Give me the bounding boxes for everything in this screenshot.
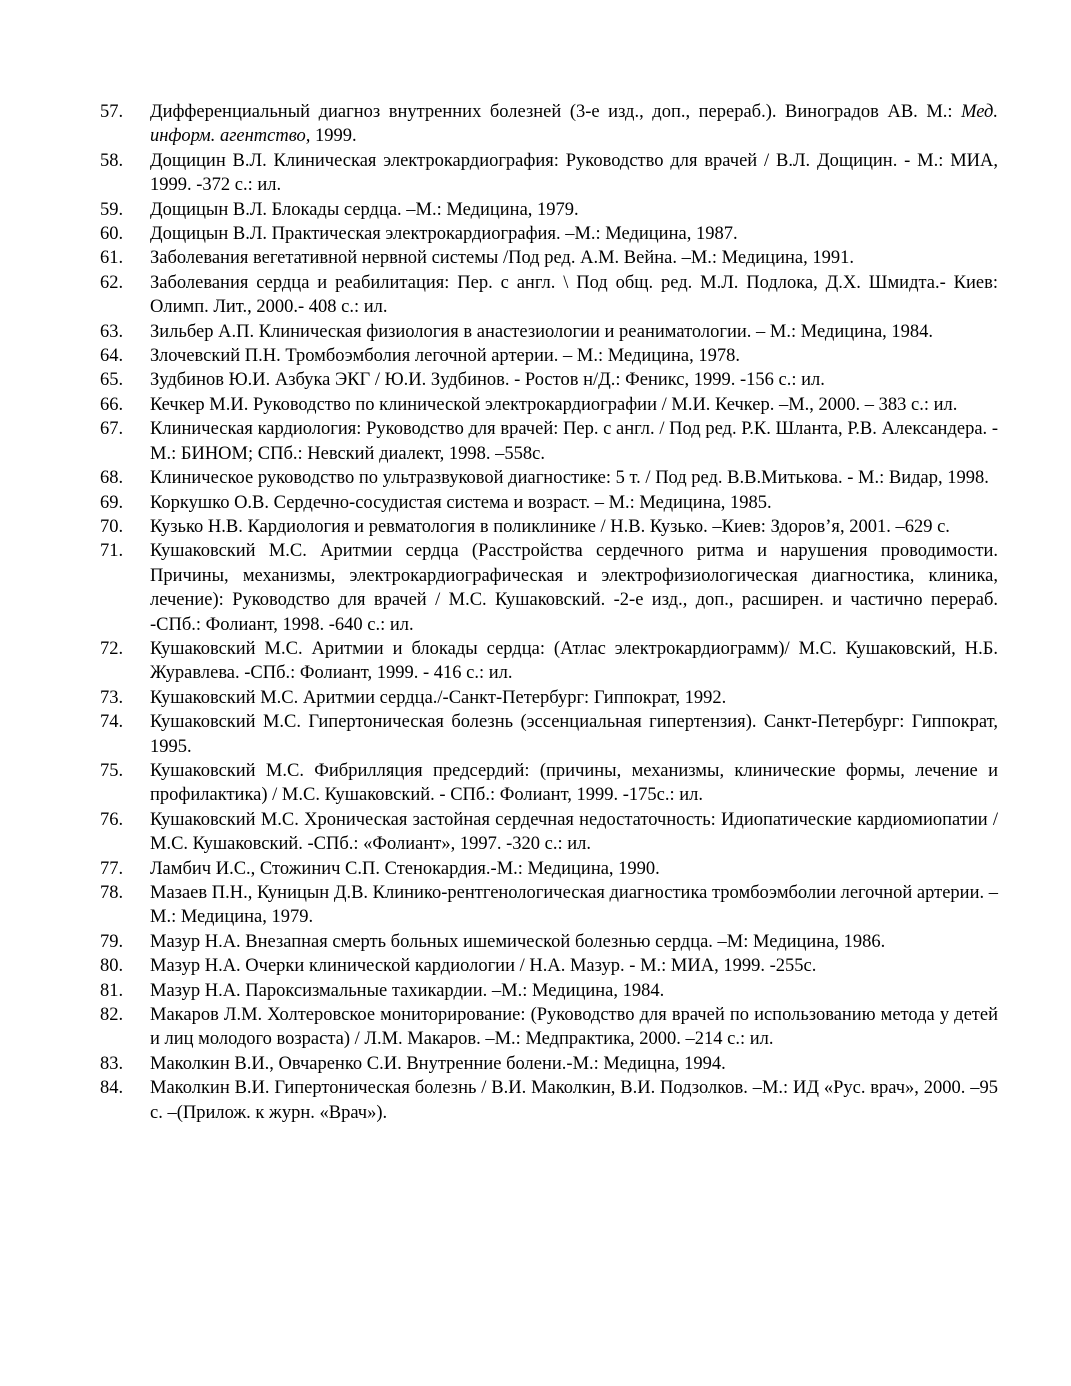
reference-number: 76.: [100, 809, 124, 830]
reference-text-segment: Зудбинов Ю.И. Азбука ЭКГ / Ю.И. Зудбинов. - Ростов н/Д.: Феникс, 1999. -156 с.: ил.: [150, 370, 825, 391]
reference-number: 70.: [100, 516, 124, 537]
reference-text-segment: Кечкер М.И. Руководство по клинической электрокардиографии / М.И. Кечкер. –М., 2000. – 383 с.: ил.: [150, 394, 958, 415]
reference-text: [150, 320, 998, 344]
reference-number: 81.: [100, 980, 124, 1001]
reference-item: [100, 222, 998, 246]
reference-text-segment: Заболевания сердца и реабилитация: Пер. с англ. \ Под общ. ред. М.Л. Подлока, Д.Х. Шмидта.- Киев: Олимп. Лит., 2000.- 408 с.: ил.: [150, 272, 998, 318]
reference-text: [150, 930, 998, 954]
reference-item: [100, 466, 998, 490]
reference-text: [150, 246, 998, 270]
reference-number: 77.: [100, 858, 124, 879]
reference-text-segment: Заболевания вегетативной нервной системы /Под ред. А.М. Вейна. –М.: Медицина, 1991.: [150, 248, 854, 269]
reference-item: [100, 881, 998, 930]
reference-number: 82.: [100, 1005, 124, 1026]
reference-item: [100, 686, 998, 710]
reference-text-segment: Ламбич И.С., Стожинич С.П. Стенокардия.-М.: Медицина, 1990.: [150, 858, 660, 879]
reference-item: [100, 344, 998, 368]
reference-italic-segment: Мед. информ. агентство,: [150, 102, 998, 147]
reference-number: 84.: [100, 1078, 124, 1099]
reference-text: [150, 368, 998, 392]
reference-item: [100, 271, 998, 320]
reference-text: [150, 417, 998, 466]
reference-text: [150, 1076, 998, 1125]
reference-item: [100, 759, 998, 808]
reference-text-segment: Мазур Н.А. Пароксизмальные тахикардии. –М.: Медицина, 1984.: [150, 980, 665, 1001]
reference-text: [150, 149, 998, 198]
reference-text-segment: Кушаковский М.С. Аритмии сердца./-Санкт-Петербург: Гиппократ, 1992.: [150, 687, 727, 708]
reference-text: [150, 808, 998, 857]
reference-text-segment: Кушаковский М.С. Аритмии сердца (Расстройства сердечного ритма и нарушения проводимости. Причины, механизмы, электрокардиографическая и электрофизиологическая диагностика, клиника, лечение): Руководство для врачей / М.С. Кушаковский. -2-е изд., доп., расширен. и частично перераб. -СПб.: Фолиант, 1998. -640 с.: ил.: [150, 541, 998, 635]
reference-item: [100, 1076, 998, 1125]
reference-number: 61.: [100, 248, 124, 269]
reference-text-segment: Клиническое руководство по ультразвуковой диагностике: 5 т. / Под ред. В.В.Митькова. - М.: Видар, 1998.: [150, 468, 989, 489]
reference-number: 67.: [100, 419, 124, 440]
reference-text: [150, 491, 998, 515]
reference-text-segment: Дощицын В.Л. Практическая электрокардиография. –М.: Медицина, 1987.: [150, 224, 738, 245]
reference-item: [100, 491, 998, 515]
reference-text: [150, 100, 998, 149]
reference-number: 57.: [100, 102, 124, 122]
reference-item: [100, 637, 998, 686]
reference-item: [100, 368, 998, 392]
reference-text: [150, 393, 998, 417]
reference-text: [150, 857, 998, 881]
reference-number: 60.: [100, 224, 124, 245]
reference-item: [100, 1003, 998, 1052]
reference-text: [150, 1052, 998, 1076]
reference-number: 64.: [100, 346, 124, 367]
reference-text: [150, 881, 998, 930]
reference-text: [150, 198, 998, 222]
reference-text: [150, 1003, 998, 1052]
reference-number: 72.: [100, 638, 124, 659]
reference-item: [100, 100, 998, 149]
reference-text: [150, 271, 998, 320]
reference-item: [100, 808, 998, 857]
reference-text-segment: Коркушко О.В. Сердечно-сосудистая система и возраст. – М.: Медицина, 1985.: [150, 492, 772, 513]
reference-text-segment: Дощицин В.Л. Клиническая электрокардиография: Руководство для врачей / В.Л. Дощицин. - М.: МИА, 1999. -372 с.: ил.: [150, 150, 998, 196]
reference-item: [100, 198, 998, 222]
reference-text-segment: Макаров Л.М. Холтеровское мониторирование: (Руководство для врачей по использованию метода у детей и лиц молодого возраста) / Л.М. Макаров. –М.: Медпрактика, 2000. –214 с.: ил.: [150, 1005, 998, 1050]
reference-text: [150, 759, 998, 808]
reference-number: 66.: [100, 394, 124, 415]
reference-number: 68.: [100, 468, 124, 489]
reference-text: [150, 710, 998, 759]
reference-number: 71.: [100, 541, 124, 562]
reference-text-segment: Кушаковский М.С. Фибрилляция предсердий: (причины, механизмы, клинические формы, лечение и профилактика) / М.С. Кушаковский. - СПб.: Фолиант, 1999. -175с.: ил.: [150, 760, 998, 806]
reference-item: [100, 857, 998, 881]
reference-text-segment: Маколкин В.И. Гипертоническая болезнь / В.И. Маколкин, В.И. Подзолков. –М.: ИД «Рус. врач», 2000. –95 с. –(Прилож. к журн. «Врач»).: [150, 1078, 998, 1123]
reference-item: [100, 1052, 998, 1076]
reference-text-segment: Клиническая кардиология: Руководство для врачей: Пер. с англ. / Под ред. Р.К. Шланта, Р.В. Александера. - М.: БИНОМ; СПб.: Невский диалект, 1998. –558с.: [150, 419, 998, 464]
reference-number: 65.: [100, 370, 124, 391]
reference-list: [100, 100, 998, 1125]
reference-item: [100, 417, 998, 466]
reference-number: 74.: [100, 712, 124, 733]
reference-number: 80.: [100, 956, 124, 977]
reference-item: [100, 246, 998, 270]
reference-text: [150, 344, 998, 368]
reference-text: [150, 466, 998, 490]
reference-item: [100, 149, 998, 198]
reference-text-segment: Мазур Н.А. Внезапная смерть больных ишемической болезнью сердца. –М: Медицина, 1986.: [150, 931, 886, 952]
reference-text-segment: Маколкин В.И., Овчаренко С.И. Внутренние болени.-М.: Медицна, 1994.: [150, 1053, 726, 1074]
reference-number: 62.: [100, 272, 124, 293]
reference-text: [150, 686, 998, 710]
reference-text-segment: Зильбер А.П. Клиническая физиология в анастезиологии и реаниматологии. – М.: Медицина, 1984.: [150, 321, 934, 342]
reference-text: [150, 979, 998, 1003]
reference-item: [100, 979, 998, 1003]
reference-text: [150, 222, 998, 246]
reference-item: [100, 515, 998, 539]
reference-text-segment: Кушаковский М.С. Хроническая застойная сердечная недостаточность: Идиопатические кардиомиопатии / М.С. Кушаковский. -СПб.: «Фолиант», 1997. -320 с.: ил.: [150, 809, 998, 855]
reference-item: [100, 393, 998, 417]
reference-number: 78.: [100, 883, 124, 903]
reference-number: 83.: [100, 1053, 124, 1074]
reference-text-segment: Кушаковский М.С. Аритмии и блокады сердца: (Атлас электрокардиограмм)/ М.С. Кушаковский, Н.Б. Журавлева. -СПб.: Фолиант, 1999. - 416 с.: ил.: [150, 638, 998, 684]
reference-text-segment: Мазаев П.Н., Куницын Д.В. Клинико-рентгенологическая диагностика тромбоэмболии легочной артерии. –М.: Медицина, 1979.: [150, 883, 998, 928]
reference-text-segment: Кузько Н.В. Кардиология и ревматология в поликлинике / Н.В. Кузько. –Киев: Здоров’я, 2001. –629 с.: [150, 516, 950, 537]
reference-item: [100, 320, 998, 344]
reference-text-segment: Дифференциальный диагноз внутренних болезней (3-е изд., доп., перераб.). Виноградов АВ. М.:: [150, 102, 962, 122]
reference-text-segment: 1999.: [310, 126, 357, 147]
reference-number: 73.: [100, 687, 124, 708]
reference-text-segment: Дощицын В.Л. Блокады сердца. –М.: Медицина, 1979.: [150, 199, 579, 220]
reference-number: 58.: [100, 150, 124, 171]
reference-item: [100, 539, 998, 637]
reference-text-segment: Злочевский П.Н. Тромбоэмболия легочной артерии. – М.: Медицина, 1978.: [150, 346, 741, 367]
reference-text: [150, 539, 998, 637]
reference-number: 75.: [100, 760, 124, 781]
reference-text: [150, 515, 998, 539]
reference-number: 69.: [100, 492, 124, 513]
reference-number: 59.: [100, 199, 124, 220]
reference-text-segment: Кушаковский М.С. Гипертоническая болезнь (эссенциальная гипертензия). Санкт-Петербург: Гиппократ, 1995.: [150, 712, 998, 757]
reference-text-segment: Мазур Н.А. Очерки клинической кардиологии / Н.А. Мазур. - М.: МИА, 1999. -255с.: [150, 956, 817, 977]
reference-number: 79.: [100, 931, 124, 952]
reference-item: [100, 710, 998, 759]
reference-text: [150, 954, 998, 978]
reference-text: [150, 637, 998, 686]
reference-item: [100, 930, 998, 954]
reference-number: 63.: [100, 321, 124, 342]
reference-item: [100, 954, 998, 978]
